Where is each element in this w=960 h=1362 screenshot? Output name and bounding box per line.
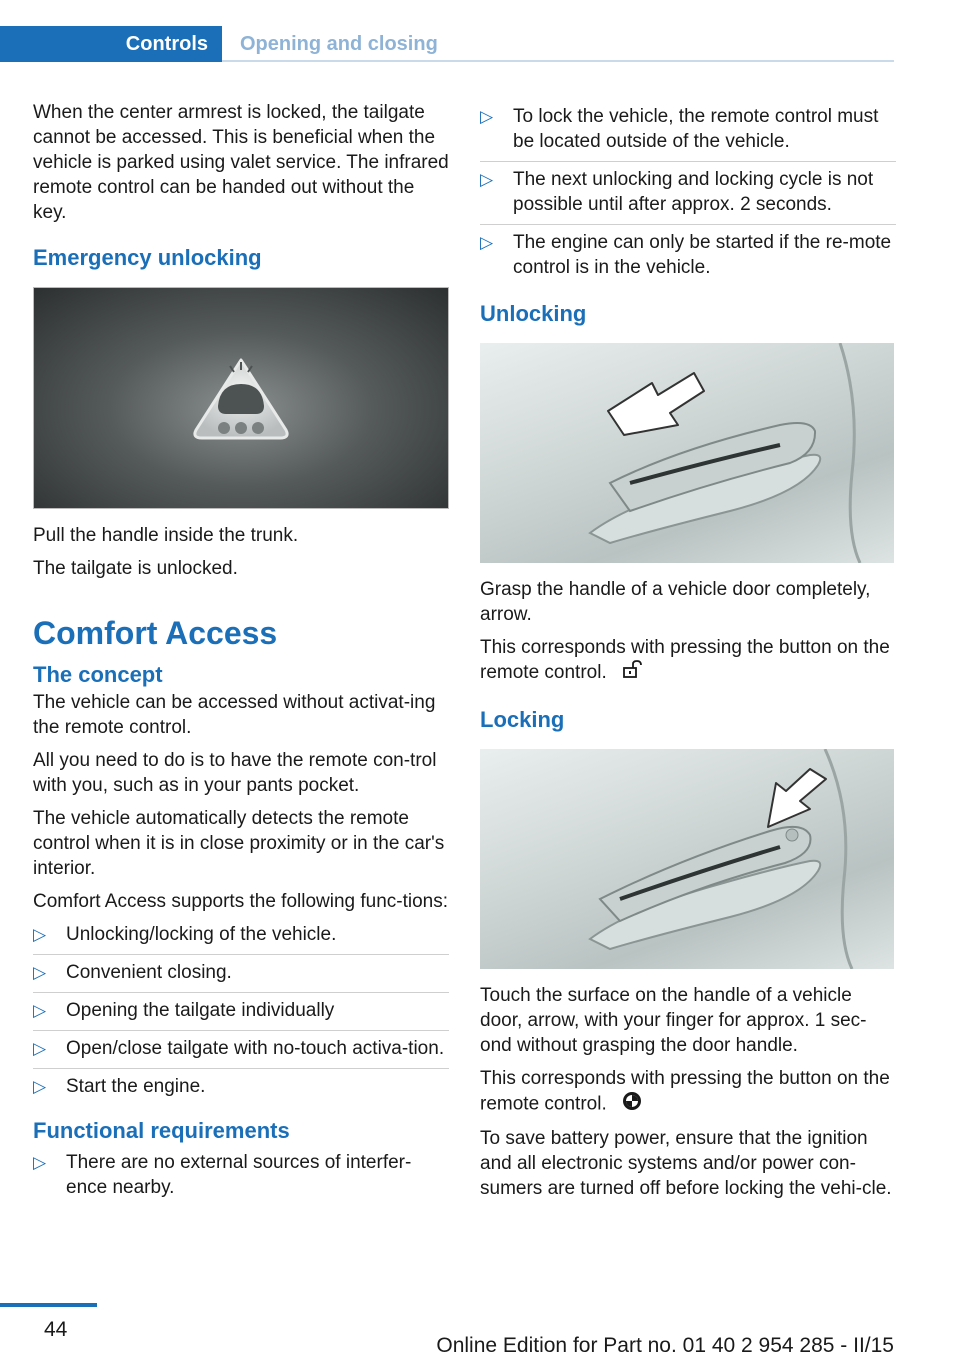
list-item: ▷ Unlocking/locking of the vehicle. xyxy=(33,922,449,955)
list-item: ▷ The engine can only be started if the re-mote control is in the vehicle. xyxy=(480,232,892,278)
door-handle-grasp-icon xyxy=(480,343,894,563)
edition-note: Online Edition for Part no. 01 40 2 954 285 - II/15 xyxy=(436,1334,894,1357)
trunk-release-handle-icon xyxy=(34,288,448,508)
bullet-triangle-icon: ▷ xyxy=(480,233,494,252)
unlocking-paragraph-1: Grasp the handle of a vehicle door completely, arrow. xyxy=(480,579,871,625)
bullet-triangle-icon: ▷ xyxy=(480,107,494,126)
concept-heading: The concept xyxy=(33,662,163,687)
list-item: ▷ There are no external sources of interfer-ence nearby. xyxy=(33,1152,412,1198)
bullet-triangle-icon: ▷ xyxy=(33,925,47,944)
header-tabs xyxy=(0,26,894,62)
list-item: ▷ The next unlocking and locking cycle is not possible until after approx. 2 seconds. xyxy=(480,167,896,225)
requirements-list xyxy=(33,1150,449,1207)
locking-paragraph-1: Touch the surface on the handle of a vehicle door, arrow, with your finger for approx. 1 sec-ond without grasping the door handle. xyxy=(480,985,867,1057)
chapter-tab[interactable]: Opening and closing xyxy=(240,32,438,55)
emergency-release-image xyxy=(33,287,449,509)
intro-paragraph: When the center armrest is locked, the tailgate cannot be accessed. This is beneficial when the vehicle is parked using valet service. The infrared remote control can be handed out without the key. xyxy=(33,102,449,223)
list-item: ▷ Open/close tailgate with no-touch activa-tion. xyxy=(33,1036,449,1069)
unlocking-paragraph-2: This corresponds with pressing the button on the remote control. xyxy=(480,635,896,685)
concept-paragraph-4: Comfort Access supports the following func-tions: xyxy=(33,891,449,912)
list-item: ▷ Start the engine. xyxy=(33,1076,206,1097)
door-handle-touch-icon xyxy=(480,749,894,969)
requirements-heading: Functional requirements xyxy=(33,1118,290,1143)
list-item: ▷ Convenient closing. xyxy=(33,960,449,993)
left-column xyxy=(33,100,449,1219)
locking-paragraph-3: To save battery power, ensure that the ignition and all electronic systems and/or power con-sumers are turned off before locking the vehi-cle. xyxy=(480,1128,892,1200)
emergency-heading: Emergency unlocking xyxy=(33,245,262,270)
bullet-triangle-icon: ▷ xyxy=(480,170,494,189)
comfort-access-heading: Comfort Access xyxy=(33,615,278,651)
bullet-triangle-icon: ▷ xyxy=(33,1153,47,1172)
emergency-step-1: Pull the handle inside the trunk. xyxy=(33,525,299,546)
page-number: 44 xyxy=(44,1318,68,1341)
requirements-list-continued xyxy=(480,104,896,287)
right-column xyxy=(480,104,896,1209)
bullet-triangle-icon: ▷ xyxy=(33,1077,47,1096)
unlock-icon xyxy=(622,660,644,685)
concept-paragraph-3: The vehicle automatically detects the remote control when it is in close proximity or in the car's interior. xyxy=(33,808,445,879)
locking-door-handle-image xyxy=(480,749,894,969)
functions-list xyxy=(33,922,449,1106)
concept-paragraph-2: All you need to do is to have the remote con-trol with you, such as in your pants pocket. xyxy=(33,750,437,796)
emergency-step-2: The tailgate is unlocked. xyxy=(33,558,238,579)
concept-paragraph-1: The vehicle can be accessed without activat-ing the remote control. xyxy=(33,692,436,738)
bullet-triangle-icon: ▷ xyxy=(33,1001,47,1020)
bullet-triangle-icon: ▷ xyxy=(33,963,47,982)
locking-heading: Locking xyxy=(480,707,565,733)
list-item: ▷ Opening the tailgate individually xyxy=(33,998,449,1031)
footer-rule xyxy=(0,1303,97,1307)
bullet-triangle-icon: ▷ xyxy=(33,1039,47,1058)
list-item: ▷ To lock the vehicle, the remote control must be located outside of the vehicle. xyxy=(480,104,896,162)
unlocking-door-handle-image xyxy=(480,343,894,563)
bmw-logo-icon xyxy=(622,1091,642,1118)
header-rule xyxy=(222,60,894,62)
section-tab[interactable]: Controls xyxy=(0,26,222,62)
locking-paragraph-2: This corresponds with pressing the button on the remote control. xyxy=(480,1066,896,1118)
unlocking-heading: Unlocking xyxy=(480,301,587,326)
